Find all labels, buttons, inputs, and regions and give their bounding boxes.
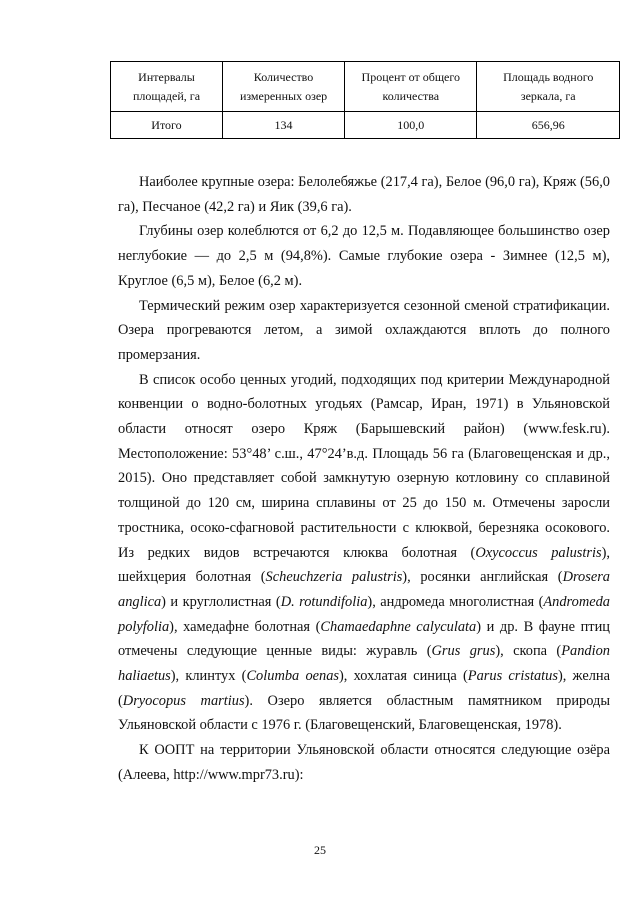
- table-row: [111, 112, 620, 139]
- paragraph: [118, 368, 610, 739]
- table-header-cell: Количество измеренных озер: [222, 62, 344, 112]
- table-cell: 656,96: [477, 112, 620, 139]
- text-run: ), андромеда многолистная (: [367, 593, 544, 610]
- text-run: ), клинтух (: [170, 668, 247, 685]
- text-run: ) и др. В фауне птиц отмечены следующие ценные виды: журавль (: [118, 618, 610, 660]
- table-cell: Итого: [111, 112, 223, 139]
- text-run: ), хохлатая синица (: [339, 668, 468, 685]
- species-name: Oxycoccus palustris: [475, 544, 602, 561]
- text-run: ), хамедафне болотная (: [169, 618, 321, 635]
- paragraph: К ООПТ на территории Ульяновской области относятся следующие озёра (Алеева, http://www.mpr73.ru):: [118, 742, 610, 783]
- text-run: ), скопа (: [495, 643, 562, 660]
- species-name: Parus cristatus: [467, 668, 558, 685]
- text-run: ). Озеро является областным памятником природы Ульяновской области с 1976 г. (Благовещенский, Благовещенская, 1978).: [118, 692, 610, 734]
- table-cell: 100,0: [345, 112, 477, 139]
- species-name: Columba oenas: [246, 668, 340, 685]
- text-run: ), шейхцерия болотная (: [118, 544, 610, 586]
- species-name: Pandion haliaetus: [118, 643, 610, 685]
- species-name: Grus grus: [431, 643, 496, 660]
- species-name: D. rotundifolia: [280, 593, 368, 610]
- species-name: Drosera anglica: [118, 569, 610, 610]
- table-header-cell: Площадь водного зеркала, га: [477, 62, 620, 112]
- species-name: Dryocopus martius: [122, 692, 245, 709]
- table-header-cell: Интервалы площадей, га: [111, 62, 223, 112]
- body-text: [118, 170, 610, 788]
- text-run: ), росянки английская (: [402, 569, 563, 586]
- species-name: Chamaedaphne calyculata: [320, 618, 477, 635]
- text-run: ) и круглолистная (: [161, 593, 281, 610]
- page-number: 25: [314, 843, 326, 857]
- paragraph: Термический режим озер характеризуется сезонной сменой стратификации. Озера прогреваются летом, а зимой охлаждаются вплоть до полного промерзания.: [118, 297, 610, 363]
- species-name: Scheuchzeria palustris: [265, 569, 403, 586]
- table-header-row: [111, 62, 620, 112]
- text-run: ), желна (: [118, 668, 610, 709]
- table-cell: 134: [222, 112, 344, 139]
- table-header-cell: Процент от общего количества: [345, 62, 477, 112]
- paragraph: Наиболее крупные озера: Белолебяжье (217,4 га), Белое (96,0 га), Кряж (56,0 га), Песчаное (42,2 га) и Яик (39,6 га).: [118, 174, 610, 215]
- species-name: Andromeda polyfolia: [118, 593, 610, 635]
- paragraph: Глубины озер колеблются от 6,2 до 12,5 м. Подавляющее большинство озер неглубокие — до 2,5 м (94,8%). Самые глубокие озера - Зимнее (12,5 м), Круглое (6,5 м), Белое (6,2 м).: [118, 223, 610, 289]
- lakes-area-table: [110, 61, 620, 139]
- text-run: В список особо ценных угодий, подходящих под критерии Международной конвенции о водно-болотных угодьях (Рамсар, Иран, 1971) в Ульяновской области относят озеро Кряж (Барышевский район) (www.fesk.ru). Местоположение: 53°48’ с.ш., 47°24’в.д. Площадь 56 га (Благовещенская и др., 2015). Оно представляет собой замкнутую озерную котловину со сплавиной толщиной до 120 см, ширина сплавины от 25 до 150 м. Отмечены заросли тростника, осоко-сфагновой растительности с клюквой, березняка осокового. Из редких видов встречаются клюква болотная (: [118, 371, 610, 561]
